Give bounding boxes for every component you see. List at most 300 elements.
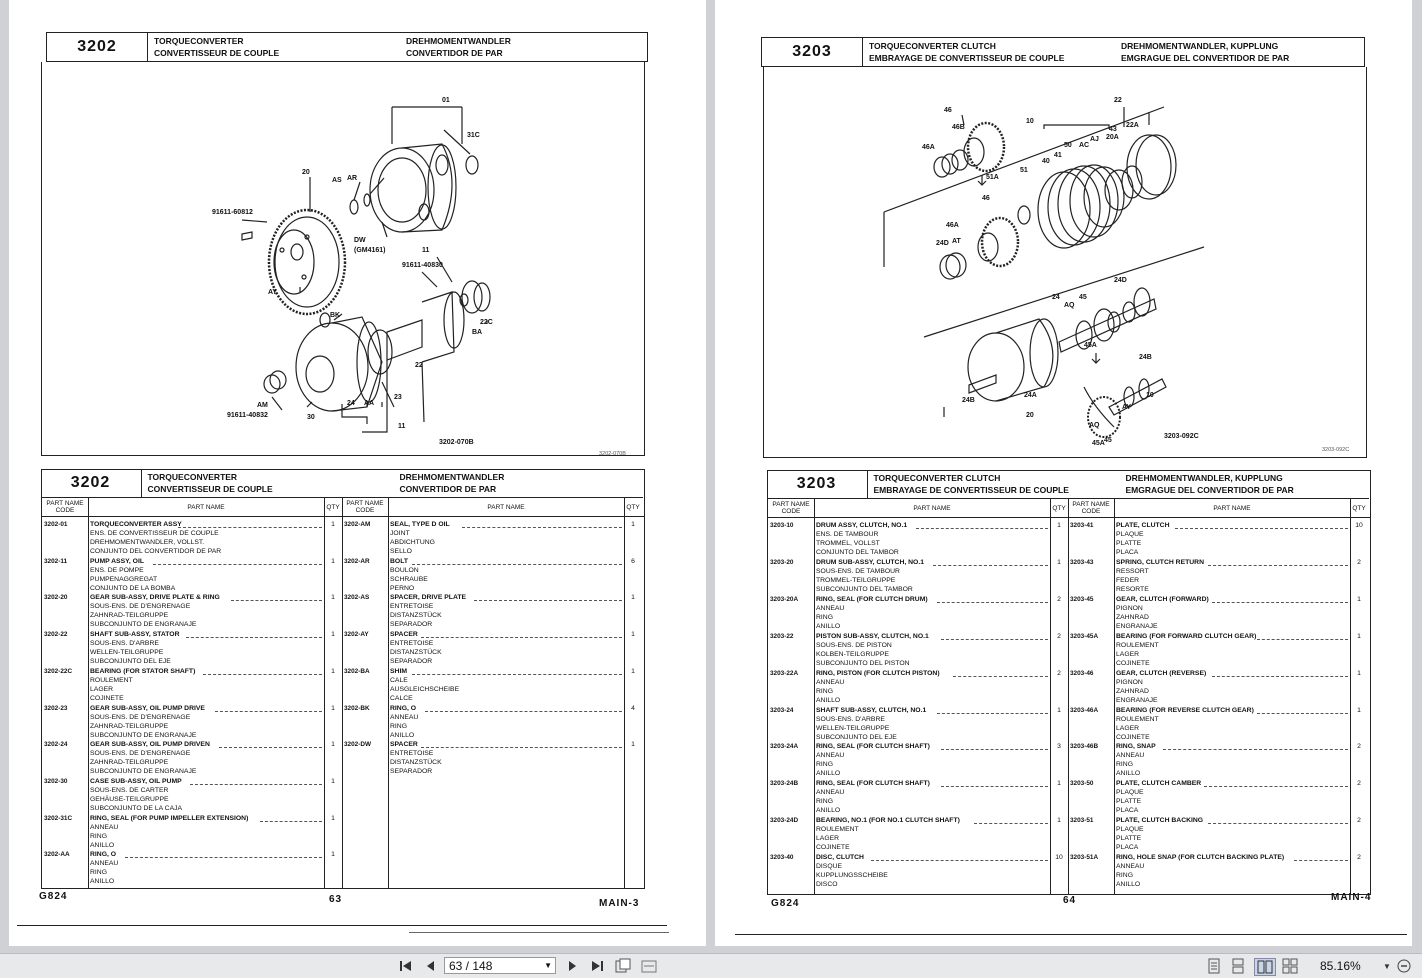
table-row bbox=[42, 667, 342, 703]
header-divider bbox=[42, 516, 644, 517]
part-name bbox=[90, 740, 326, 776]
part-code: 3203-46B bbox=[1070, 743, 1099, 751]
section-header bbox=[761, 37, 1365, 67]
table-row bbox=[768, 779, 1068, 815]
part-code: 3202-20 bbox=[44, 594, 68, 602]
part-name bbox=[90, 557, 326, 593]
table-row bbox=[42, 777, 342, 813]
part-name-en: GEAR SUB-ASSY, OIL PUMP DRIVE bbox=[90, 704, 205, 712]
part-name bbox=[90, 630, 326, 666]
part-name-translation: BOULON bbox=[390, 566, 419, 574]
scan-line bbox=[409, 932, 669, 933]
part-name-translation: LAGER bbox=[90, 685, 114, 693]
part-name bbox=[1116, 816, 1352, 852]
callout-label: 46A bbox=[946, 222, 959, 229]
callout-label: AA bbox=[364, 400, 375, 407]
part-name bbox=[816, 595, 1052, 631]
callout-label: AY bbox=[268, 289, 278, 296]
part-name-translation: RING bbox=[816, 761, 833, 769]
part-name-en: RING, O bbox=[390, 704, 417, 712]
callout-label: 41 bbox=[1054, 152, 1062, 159]
part-qty: 2 bbox=[1057, 595, 1061, 603]
part-name bbox=[390, 630, 626, 666]
part-name-translation: ENGRANAJE bbox=[1116, 622, 1158, 630]
part-code: 3202-AR bbox=[344, 557, 370, 565]
part-code: 3203-22A bbox=[770, 669, 799, 677]
part-code: 3203-22 bbox=[770, 632, 794, 640]
part-code: 3203-51A bbox=[1070, 854, 1099, 862]
part-name-translation: ANILLO bbox=[816, 622, 841, 630]
dotted-leader bbox=[231, 600, 322, 601]
callout-label: 46B bbox=[952, 124, 965, 131]
title-en: TORQUECONVERTER bbox=[154, 36, 244, 46]
callout-label: 11 bbox=[398, 423, 406, 430]
part-name-en: RING, SEAL (FOR CLUTCH SHAFT) bbox=[816, 780, 930, 788]
part-qty: 1 bbox=[331, 704, 335, 712]
first-page-icon[interactable] bbox=[398, 958, 414, 974]
part-code: 3202-23 bbox=[44, 704, 68, 712]
part-code: 3203-10 bbox=[770, 522, 794, 529]
part-code: 3203-41 bbox=[1070, 522, 1094, 529]
callout-label: 45 bbox=[1079, 294, 1087, 301]
dotted-leader bbox=[937, 602, 1048, 603]
part-name bbox=[90, 520, 326, 556]
part-name-translation: SOUS-ENS. DE CARTER bbox=[90, 786, 169, 794]
zoom-out-icon[interactable] bbox=[1396, 958, 1412, 974]
part-name-translation: ANNEAU bbox=[816, 752, 845, 760]
table-row bbox=[768, 742, 1068, 778]
part-name-translation: RING bbox=[816, 798, 833, 806]
part-name-en: BEARING (FOR FORWARD CLUTCH GEAR) bbox=[1116, 632, 1257, 640]
callout-label: AS bbox=[332, 177, 342, 184]
part-name-translation: RESORTE bbox=[1116, 585, 1149, 593]
table-row bbox=[1068, 742, 1368, 778]
callout-label: 24B bbox=[962, 397, 975, 404]
table-row bbox=[42, 704, 342, 740]
part-name-translation: RING bbox=[1116, 872, 1133, 880]
footer-page-number: 63 bbox=[329, 894, 343, 905]
table-title-fr: CONVERTISSEUR DE COUPLE bbox=[147, 483, 273, 494]
prev-page-icon[interactable] bbox=[422, 958, 438, 974]
part-code: 3203-51 bbox=[1070, 817, 1094, 825]
part-name-translation: ANILLO bbox=[816, 807, 841, 815]
part-qty: 1 bbox=[631, 521, 635, 528]
part-name-translation: ANNEAU bbox=[90, 823, 119, 831]
callout-label: 10 bbox=[1146, 392, 1154, 399]
part-name-translation: SOUS-ENS. DE TAMBOUR bbox=[816, 567, 900, 575]
part-name-translation: LAGER bbox=[1116, 650, 1140, 658]
part-name bbox=[816, 853, 1052, 889]
part-name-translation: CONJUNTO DEL TAMBOR bbox=[816, 549, 899, 556]
part-name-en: RING, SEAL (FOR PUMP IMPELLER EXTENSION) bbox=[90, 814, 249, 822]
part-name-translation: SUBCONJUNTO DEL EJE bbox=[816, 733, 897, 741]
part-name-en: CASE SUB-ASSY, OIL PUMP bbox=[90, 777, 182, 785]
dotted-leader bbox=[1212, 602, 1348, 603]
part-name-en: DRUM SUB-ASSY, CLUTCH, NO.1 bbox=[816, 558, 924, 566]
dotted-leader bbox=[421, 747, 622, 748]
part-name bbox=[1116, 669, 1352, 705]
table-row bbox=[1068, 669, 1368, 705]
table-body bbox=[42, 498, 644, 888]
part-name-translation: ANILLO bbox=[90, 841, 115, 849]
part-qty: 1 bbox=[1057, 706, 1061, 714]
part-name-translation: SELLO bbox=[390, 548, 412, 555]
part-name-translation: SCHRAUBE bbox=[390, 575, 428, 583]
part-code: 3203-20A bbox=[770, 595, 799, 603]
dotted-leader bbox=[412, 674, 622, 675]
part-name-en: PUMP ASSY, OIL bbox=[90, 557, 145, 565]
callout-label: 22A bbox=[1126, 122, 1139, 129]
column-header-qty: QTY bbox=[1050, 499, 1068, 518]
dotted-leader bbox=[974, 823, 1048, 824]
part-name-translation: ROULEMENT bbox=[816, 826, 859, 834]
scan-line bbox=[735, 934, 1407, 935]
column-header-name: PART NAME bbox=[1114, 499, 1350, 518]
part-name-translation: ANNEAU bbox=[1116, 752, 1145, 760]
dotted-leader bbox=[937, 713, 1048, 714]
part-qty: 2 bbox=[1357, 558, 1361, 566]
part-name-translation: DISTANZSTÜCK bbox=[390, 612, 442, 620]
callout-label: 24A bbox=[1024, 392, 1037, 399]
parts-table bbox=[41, 469, 645, 889]
dotted-leader bbox=[215, 711, 322, 712]
part-qty: 1 bbox=[331, 594, 335, 602]
dotted-leader bbox=[871, 860, 1048, 861]
part-name-translation: PERNO bbox=[390, 584, 415, 592]
part-name-translation: PLACA bbox=[1116, 807, 1139, 815]
part-name-translation: SOUS-ENS. DE D'ENGRENAGE bbox=[90, 750, 191, 758]
part-name-translation: RING bbox=[816, 613, 833, 621]
zoom-level[interactable]: 85.16% bbox=[1320, 959, 1361, 973]
part-name-translation: PLAQUE bbox=[1116, 789, 1144, 797]
part-name bbox=[1116, 558, 1352, 594]
part-name-translation: SEPARADOR bbox=[390, 621, 433, 629]
part-name-en: RING, SNAP bbox=[1116, 743, 1156, 751]
part-code: 3203-50 bbox=[1070, 780, 1094, 788]
part-name bbox=[1116, 521, 1352, 557]
part-name-translation: COJINETE bbox=[1116, 659, 1150, 667]
part-name-translation: RING bbox=[90, 869, 107, 877]
callout-label: 46 bbox=[982, 195, 990, 202]
part-name-translation: SUBCONJUNTO DE ENGRANAJE bbox=[90, 621, 197, 629]
part-name-translation: SUBCONJUNTO DEL TAMBOR bbox=[816, 585, 913, 593]
part-qty: 1 bbox=[331, 851, 335, 859]
continuous-icon[interactable] bbox=[1229, 958, 1247, 974]
callout-label: AY bbox=[1122, 404, 1132, 411]
callout-label: 20A bbox=[1106, 134, 1119, 141]
part-qty: 1 bbox=[1357, 595, 1361, 603]
callout-label: 51 bbox=[1020, 167, 1028, 174]
column-header-code: PART NAME CODE bbox=[42, 498, 88, 517]
part-code: 3202-BA bbox=[344, 667, 370, 675]
callout-label: 91611-40830 bbox=[402, 262, 443, 269]
part-name-translation: CALCE bbox=[390, 694, 413, 702]
part-name-en: BEARING, NO.1 (FOR NO.1 CLUTCH SHAFT) bbox=[816, 817, 960, 825]
callout-label: AR bbox=[347, 175, 358, 182]
part-name-en: PISTON SUB-ASSY, CLUTCH, NO.1 bbox=[816, 632, 929, 640]
part-name bbox=[816, 669, 1052, 705]
section-number: 3203 bbox=[762, 38, 863, 66]
part-name bbox=[816, 706, 1052, 742]
part-name-en: RING, O bbox=[90, 851, 117, 859]
part-code: 3203-46A bbox=[1070, 706, 1099, 714]
table-row bbox=[1068, 595, 1368, 631]
part-name-en: RING, HOLE SNAP (FOR CLUTCH BACKING PLATE) bbox=[1116, 854, 1285, 862]
part-name-translation: ANNEAU bbox=[390, 713, 419, 721]
part-qty: 10 bbox=[1055, 854, 1063, 862]
part-name-en: SHAFT SUB-ASSY, CLUTCH, NO.1 bbox=[816, 706, 927, 714]
part-qty: 1 bbox=[631, 594, 635, 602]
table-row bbox=[768, 706, 1068, 742]
chevron-down-icon[interactable]: ▼ bbox=[1383, 961, 1391, 971]
part-name bbox=[816, 558, 1052, 594]
part-name-en: SPRING, CLUTCH RETURN bbox=[1116, 558, 1204, 566]
part-qty: 2 bbox=[1357, 780, 1361, 788]
callout-label: 01 bbox=[442, 97, 450, 104]
chevron-down-icon[interactable]: ▼ bbox=[544, 961, 552, 970]
part-qty: 3 bbox=[1057, 743, 1061, 751]
part-qty: 2 bbox=[1057, 669, 1061, 677]
table-title-de: DREHMOMENTWANDLER, KUPPLUNG bbox=[1125, 472, 1283, 483]
callout-label: 50 bbox=[1064, 142, 1072, 149]
footer-model: G824 bbox=[39, 891, 68, 902]
dotted-leader bbox=[1257, 639, 1348, 640]
part-name-translation: DISTANZSTÜCK bbox=[390, 759, 442, 767]
dotted-leader bbox=[190, 784, 322, 785]
part-name-en: DRUM ASSY, CLUTCH, NO.1 bbox=[816, 522, 908, 529]
table-row bbox=[42, 850, 342, 886]
column-header-qty: QTY bbox=[324, 498, 342, 517]
table-row bbox=[342, 593, 642, 629]
part-name-en: GEAR, CLUTCH (FORWARD) bbox=[1116, 595, 1209, 603]
header-divider bbox=[768, 517, 1370, 518]
part-name-en: BEARING (FOR STATOR SHAFT) bbox=[90, 667, 196, 675]
title-fr: CONVERTISSEUR DE COUPLE bbox=[154, 48, 280, 58]
part-name-translation: RING bbox=[90, 832, 107, 840]
part-qty: 1 bbox=[631, 741, 635, 749]
two-page-continuous-icon[interactable] bbox=[1281, 958, 1299, 974]
part-name-translation: CONJUNTO DEL CONVERTIDOR DE PAR bbox=[90, 548, 222, 555]
right-page bbox=[715, 0, 1412, 946]
part-name-translation: SUBCONJUNTO DEL EJE bbox=[90, 658, 171, 666]
part-code: 3202-22 bbox=[44, 631, 68, 639]
part-name-en: TORQUECONVERTER ASSY bbox=[90, 521, 182, 528]
table-row bbox=[1068, 853, 1368, 889]
part-name-translation: CONJUNTO DE LA BOMBA bbox=[90, 584, 176, 592]
part-qty: 1 bbox=[1357, 706, 1361, 714]
diagram-drawing bbox=[764, 67, 1366, 457]
part-code: 3202-AA bbox=[44, 851, 70, 859]
part-name-en: GEAR SUB-ASSY, DRIVE PLATE & RING bbox=[90, 594, 220, 602]
section-number: 3202 bbox=[47, 33, 148, 61]
part-name-translation: ENTRETOISE bbox=[390, 640, 434, 648]
part-name-translation: ENTRETOISE bbox=[390, 603, 434, 611]
part-name-translation: SUBCONJUNTO DEL PISTON bbox=[816, 659, 910, 667]
page-indicator: 63 / 148 bbox=[449, 958, 493, 973]
part-name-en: PLATE, CLUTCH BACKING bbox=[1116, 817, 1204, 825]
part-code: 3202-01 bbox=[44, 521, 68, 528]
parts-table bbox=[767, 470, 1371, 895]
part-name-translation: PLAQUE bbox=[1116, 826, 1144, 834]
table-title-en: TORQUECONVERTER bbox=[147, 471, 238, 482]
part-name-translation: SUBCONJUNTO DE LA CAJA bbox=[90, 804, 183, 812]
part-qty: 4 bbox=[631, 704, 635, 712]
part-name-translation: ROULEMENT bbox=[1116, 715, 1159, 723]
part-qty: 1 bbox=[331, 667, 335, 675]
part-qty: 1 bbox=[331, 814, 335, 822]
fit-width-icon[interactable] bbox=[640, 958, 658, 974]
part-name-translation: RING bbox=[1116, 761, 1133, 769]
callout-label: 24 bbox=[347, 400, 355, 407]
part-code: 3202-24 bbox=[44, 741, 68, 749]
part-name-translation: SUBCONJUNTO DE ENGRANAJE bbox=[90, 768, 197, 776]
part-name bbox=[1116, 742, 1352, 778]
table-title-en: TORQUECONVERTER CLUTCH bbox=[873, 472, 1001, 483]
last-page-icon[interactable] bbox=[589, 958, 605, 974]
exploded-diagram bbox=[41, 62, 645, 456]
page-number-input[interactable] bbox=[444, 957, 556, 974]
part-code: 3202-AS bbox=[344, 594, 370, 602]
part-name-translation: COJINETE bbox=[90, 694, 124, 702]
callout-label: AQ bbox=[1089, 422, 1100, 429]
section-header bbox=[46, 32, 648, 62]
dotted-leader bbox=[186, 637, 322, 638]
part-qty: 1 bbox=[1057, 558, 1061, 566]
table-section-number: 3203 bbox=[767, 470, 868, 498]
table-row bbox=[768, 632, 1068, 668]
callout-label: 11 bbox=[422, 247, 430, 254]
table-row bbox=[1068, 632, 1368, 668]
part-name bbox=[1116, 595, 1352, 631]
part-name-translation: KOLBEN-TEILGRUPPE bbox=[816, 650, 889, 658]
part-name-translation: SEPARADOR bbox=[390, 658, 433, 666]
single-page-icon[interactable] bbox=[1205, 958, 1223, 974]
part-name bbox=[816, 632, 1052, 668]
table-title-de: DREHMOMENTWANDLER bbox=[399, 471, 505, 482]
part-name-translation: ZAHNRAD-TEILGRUPPE bbox=[90, 759, 169, 767]
part-qty: 2 bbox=[1057, 632, 1061, 640]
figure-code: 3203-092C bbox=[1164, 433, 1199, 440]
table-row bbox=[42, 814, 342, 850]
callout-label: 45 bbox=[1104, 437, 1112, 444]
part-name bbox=[816, 742, 1052, 778]
part-name-translation: ANILLO bbox=[816, 770, 841, 778]
scan-line bbox=[17, 925, 667, 926]
part-code: 3203-24A bbox=[770, 743, 799, 751]
two-page-icon[interactable] bbox=[1254, 958, 1276, 976]
part-name bbox=[390, 667, 626, 703]
part-code: 3202-AY bbox=[344, 631, 369, 639]
part-qty: 1 bbox=[331, 521, 335, 528]
part-name-translation: CALE bbox=[390, 676, 408, 684]
dotted-leader bbox=[462, 527, 622, 528]
column-header-code: PART NAME CODE bbox=[768, 499, 814, 518]
callout-label: 46A bbox=[922, 144, 935, 151]
dotted-leader bbox=[153, 564, 322, 565]
part-name-en: GEAR SUB-ASSY, OIL PUMP DRIVEN bbox=[90, 741, 210, 749]
dotted-leader bbox=[421, 637, 622, 638]
part-name-translation: RESSORT bbox=[1116, 567, 1149, 575]
part-name-translation: PLACA bbox=[1116, 844, 1139, 852]
part-qty: 1 bbox=[1357, 632, 1361, 640]
part-qty: 1 bbox=[331, 777, 335, 785]
left-page bbox=[9, 0, 706, 946]
part-qty: 1 bbox=[1057, 817, 1061, 825]
part-qty: 2 bbox=[1357, 854, 1361, 862]
part-name-translation: TROMMEL-TEILGRUPPE bbox=[816, 576, 896, 584]
part-name-en: SHAFT SUB-ASSY, STATOR bbox=[90, 631, 180, 639]
table-title-fr: EMBRAYAGE DE CONVERTISSEUR DE COUPLE bbox=[873, 484, 1069, 495]
part-name bbox=[1116, 632, 1352, 668]
table-row bbox=[42, 557, 342, 593]
part-name-translation: ANILLO bbox=[1116, 881, 1141, 889]
part-name-translation: COJINETE bbox=[1116, 733, 1150, 741]
part-name-translation: PIGNON bbox=[1116, 678, 1143, 686]
part-qty: 10 bbox=[1355, 522, 1363, 529]
part-name-en: BOLT bbox=[390, 557, 408, 565]
part-qty: 1 bbox=[1057, 780, 1061, 788]
callout-label: AC bbox=[1079, 142, 1090, 149]
diagram-drawing bbox=[42, 62, 644, 455]
part-name bbox=[90, 850, 326, 886]
column-header-code: PART NAME CODE bbox=[1068, 499, 1114, 518]
callout-label: 46 bbox=[944, 107, 952, 114]
part-qty: 2 bbox=[1357, 817, 1361, 825]
part-name-translation: DISTANZSTÜCK bbox=[390, 649, 442, 657]
table-row bbox=[768, 816, 1068, 852]
callout-label: 31C bbox=[467, 132, 480, 139]
part-code: 3202-11 bbox=[44, 557, 68, 565]
dotted-leader bbox=[941, 786, 1048, 787]
callout-label: 40 bbox=[1042, 158, 1050, 165]
fit-page-icon[interactable] bbox=[614, 958, 632, 974]
part-name bbox=[390, 704, 626, 740]
callout-label: 20 bbox=[302, 169, 310, 176]
part-name-translation: ABDICHTUNG bbox=[390, 539, 435, 546]
part-name-translation: PLATTE bbox=[1116, 835, 1142, 843]
part-name-translation: ANILLO bbox=[816, 696, 841, 704]
part-name-en: PLATE, CLUTCH CAMBER bbox=[1116, 780, 1202, 788]
part-code: 3203-24D bbox=[770, 817, 799, 825]
part-name-translation: SEPARADOR bbox=[390, 768, 433, 776]
dotted-leader bbox=[1204, 786, 1348, 787]
dotted-leader bbox=[1257, 713, 1348, 714]
part-name-translation: PLAQUE bbox=[1116, 531, 1144, 538]
next-page-icon[interactable] bbox=[565, 958, 581, 974]
part-name bbox=[1116, 779, 1352, 815]
part-name-translation: PLACA bbox=[1116, 549, 1139, 556]
dotted-leader bbox=[941, 639, 1048, 640]
dotted-leader bbox=[219, 747, 322, 748]
part-name-translation: SOUS-ENS. D'ARBRE bbox=[816, 715, 885, 723]
part-qty: 2 bbox=[1357, 743, 1361, 751]
part-name bbox=[816, 779, 1052, 815]
part-qty: 1 bbox=[331, 557, 335, 565]
part-code: 3203-43 bbox=[1070, 558, 1094, 566]
column-header-code: PART NAME CODE bbox=[342, 498, 388, 517]
table-title-es: EMGRAGUE DEL CONVERTIDOR DE PAR bbox=[1125, 484, 1294, 495]
part-name-translation: ENGRANAJE bbox=[1116, 696, 1158, 704]
dotted-leader bbox=[425, 711, 622, 712]
part-name-translation: SOUS-ENS. DE PISTON bbox=[816, 641, 892, 649]
part-name-en: SPACER bbox=[390, 631, 418, 639]
table-row bbox=[342, 740, 642, 776]
callout-label: 45A bbox=[1092, 440, 1105, 447]
part-name bbox=[390, 520, 626, 556]
callout-label: 91611-60812 bbox=[212, 209, 253, 216]
part-code: 3203-45 bbox=[1070, 595, 1094, 603]
exploded-diagram bbox=[763, 67, 1367, 458]
